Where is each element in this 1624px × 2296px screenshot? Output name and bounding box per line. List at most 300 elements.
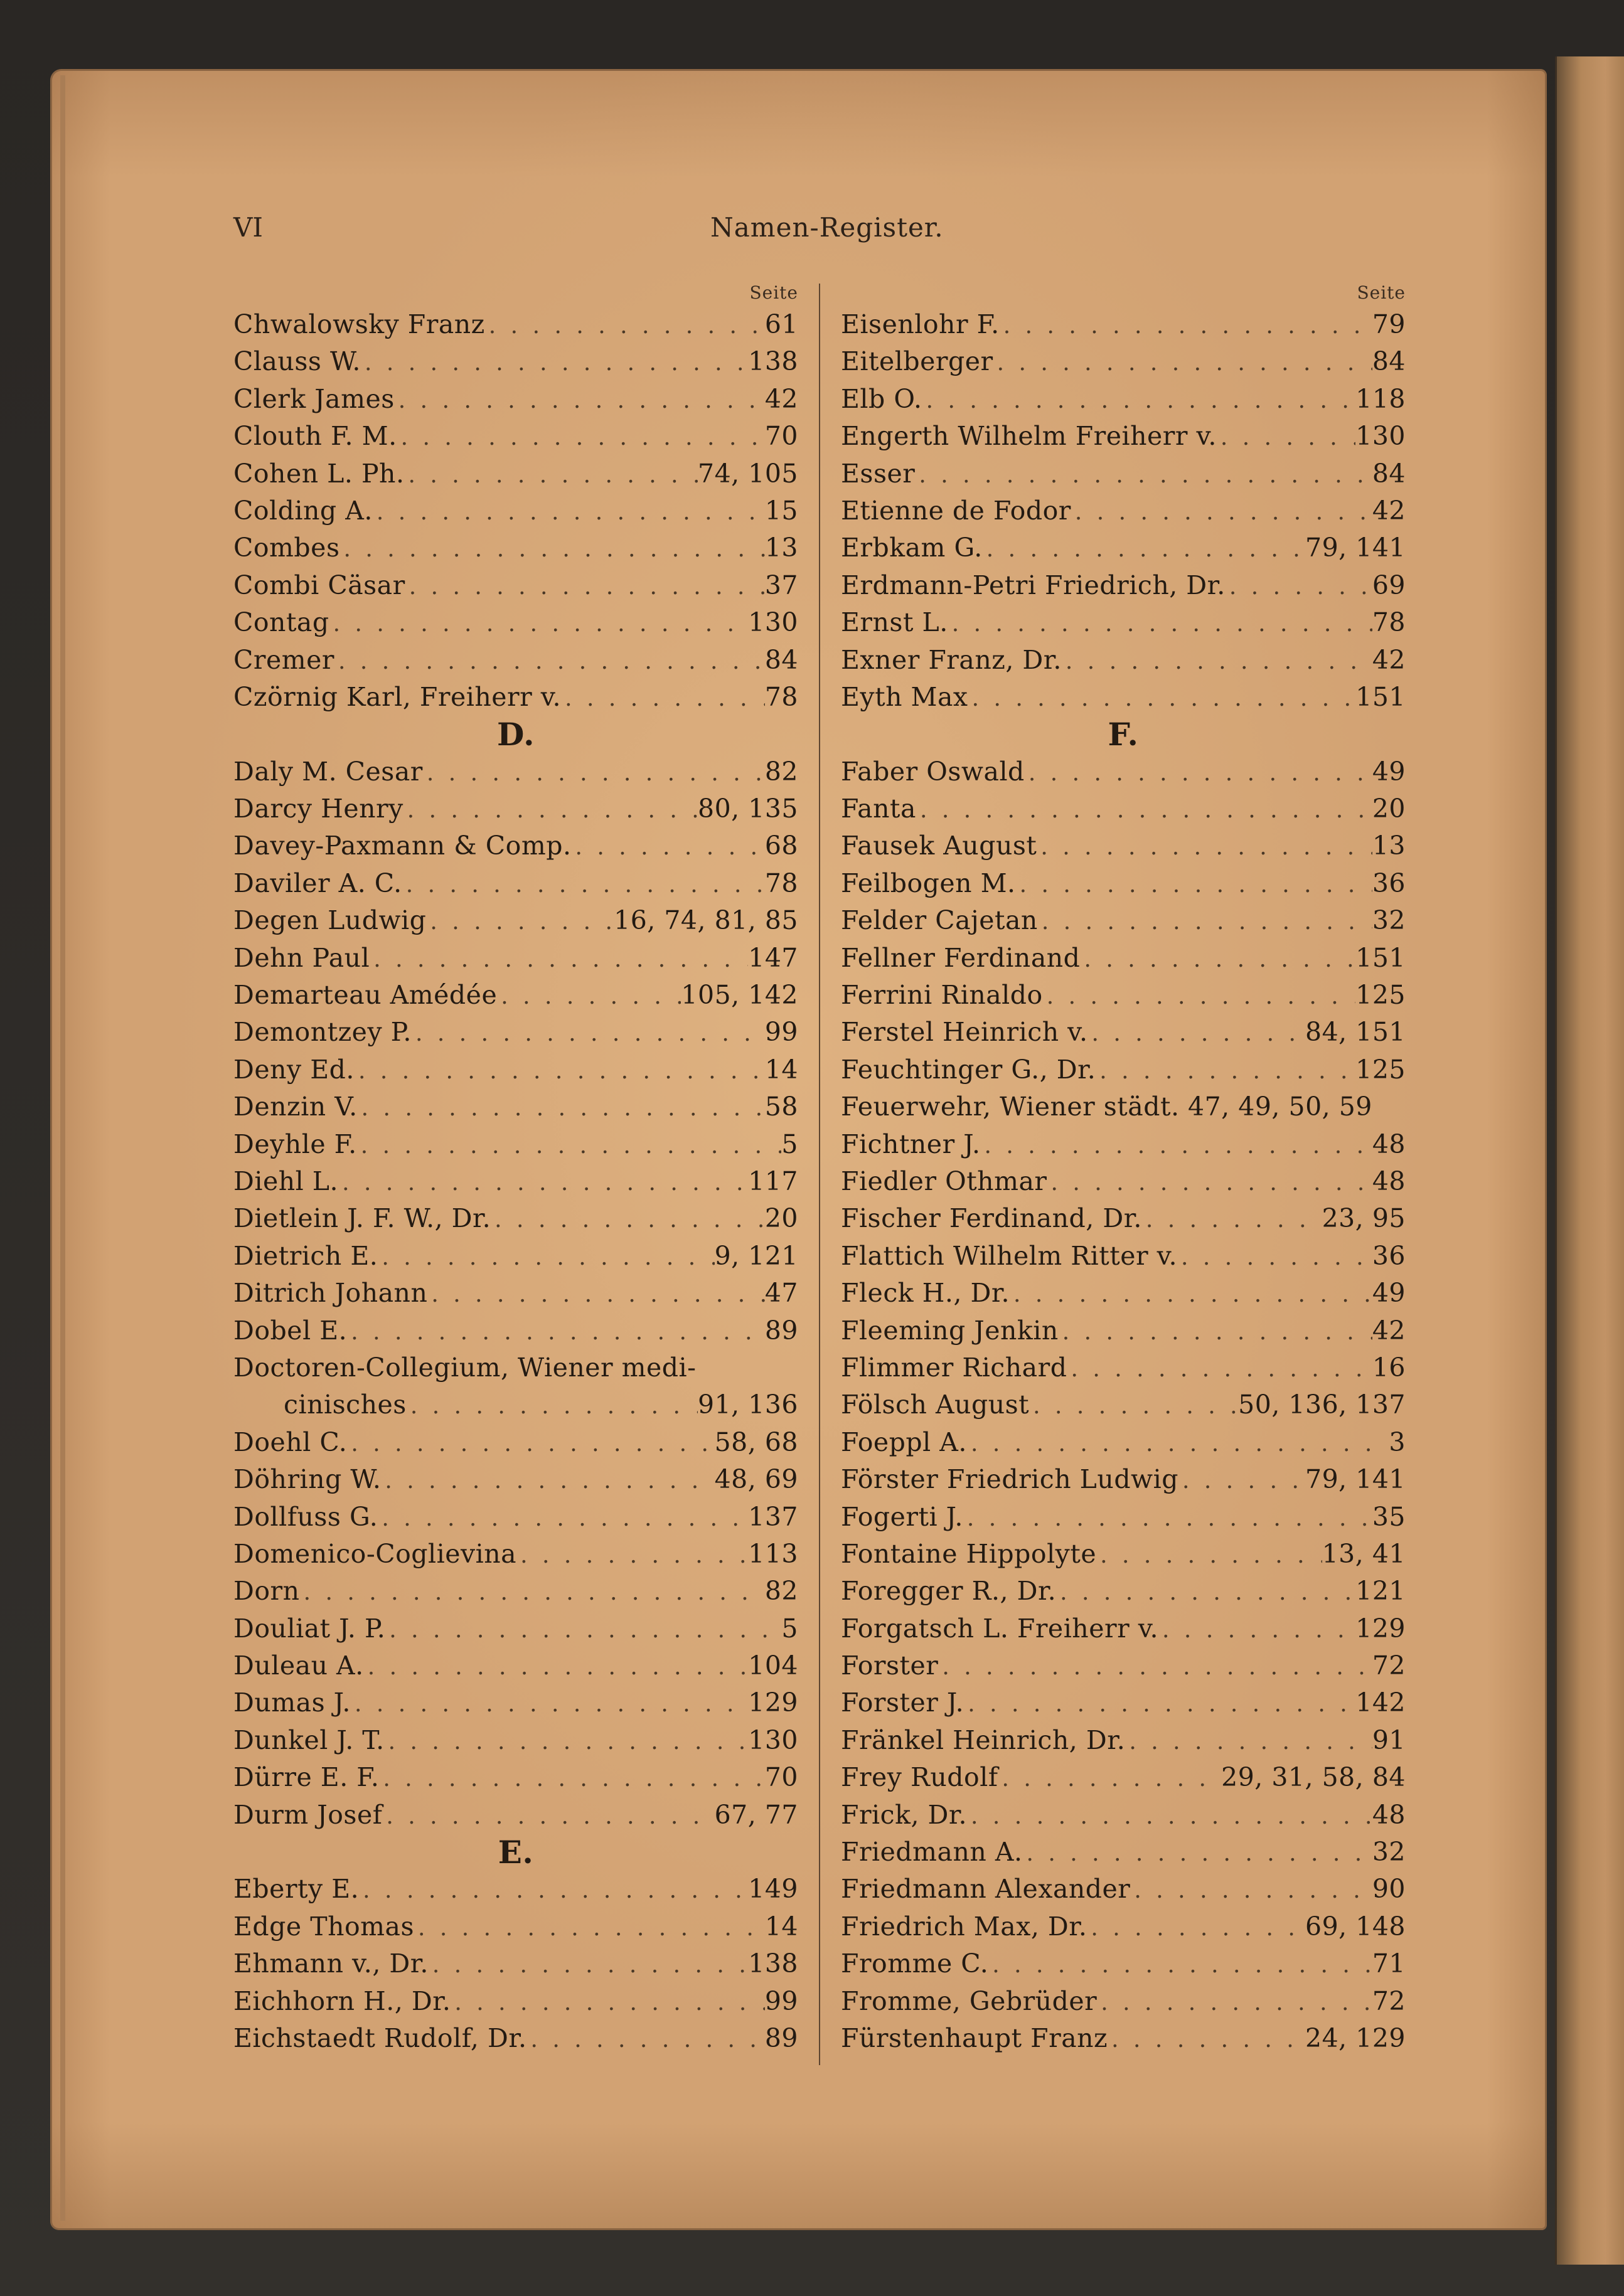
entry-name: Erdmann-Petri Friedrich, Dr. — [841, 570, 1226, 600]
index-entry — [841, 1945, 1406, 1982]
entry-pages: 14 — [764, 1054, 798, 1085]
entry-pages: 84 — [1372, 346, 1406, 377]
index-entry: Doctoren-Collegium, Wiener medi- — [233, 1352, 697, 1383]
entry-name: Fromme C. — [841, 1948, 989, 1979]
dot-leader — [300, 1574, 765, 1611]
entry-pages: 23, 95 — [1322, 1203, 1406, 1234]
entry-pages: 117 — [748, 1166, 798, 1196]
entry-pages: 142 — [1355, 1687, 1406, 1718]
entry-name: Ferstel Heinrich v. — [841, 1017, 1088, 1048]
dot-leader — [561, 680, 765, 717]
index-entry — [233, 1126, 798, 1163]
index-entry — [233, 902, 798, 939]
index-entry — [233, 1983, 798, 2020]
index-entry — [841, 902, 1406, 939]
entry-name: Fleck H., Dr. — [841, 1278, 1010, 1309]
entry-name: Clouth F. M. — [233, 421, 397, 452]
index-entry — [233, 1684, 798, 1721]
dot-leader — [364, 1649, 749, 1686]
entry-name: Daviler A. C. — [233, 868, 402, 898]
entry-name: Ernst L. — [841, 607, 948, 638]
index-entry — [841, 1461, 1406, 1498]
entry-name: Dollfuss G. — [233, 1501, 378, 1532]
index-entry — [233, 1275, 798, 1312]
entry-pages: 70 — [764, 1762, 798, 1793]
index-entry — [233, 529, 798, 566]
entry-pages: 32 — [1372, 1837, 1406, 1868]
entry-name: Flimmer Richard — [841, 1352, 1067, 1383]
entry-name: Elb O. — [841, 383, 922, 414]
dot-leader — [355, 1053, 765, 1090]
entry-pages: 78 — [764, 681, 798, 712]
dot-leader — [916, 792, 1372, 829]
index-entry — [233, 492, 798, 529]
dot-leader — [497, 978, 681, 1015]
index-entry — [233, 1312, 798, 1349]
entry-name: Esser — [841, 458, 916, 489]
entry-name: Forgatsch L. Freiherr v. — [841, 1613, 1159, 1644]
index-entry — [841, 306, 1406, 343]
index-entry — [233, 1908, 798, 1945]
entry-pages: 14 — [764, 1911, 798, 1942]
entry-name: Dürre E. F. — [233, 1762, 380, 1793]
entry-name: Denzin V. — [233, 1092, 358, 1122]
index-entry — [841, 827, 1406, 864]
dot-leader — [1071, 494, 1372, 531]
dot-leader — [1130, 1872, 1372, 1909]
entry-pages: 125 — [1355, 1054, 1406, 1085]
dot-leader — [993, 344, 1372, 381]
entry-name: Fanta — [841, 794, 916, 824]
dot-leader — [1043, 978, 1356, 1015]
dot-leader — [1000, 307, 1372, 344]
entry-name: Eitelberger — [841, 346, 993, 377]
entry-name: Dietlein J. F. W., Dr. — [233, 1203, 491, 1234]
page-title: Namen-Register. — [710, 212, 944, 243]
dot-leader — [373, 494, 765, 531]
entry-name: Darcy Henry — [233, 794, 403, 824]
entry-pages: 13 — [1372, 831, 1406, 861]
dot-leader — [1047, 1164, 1372, 1201]
entry-pages: 130 — [748, 1725, 798, 1755]
dot-leader — [1177, 1239, 1372, 1276]
index-entry — [233, 940, 798, 977]
entry-name: Durm Josef — [233, 1799, 383, 1830]
entry-pages: 36 — [1372, 1240, 1406, 1271]
entry-name: Combes — [233, 533, 340, 563]
entry-pages: 35 — [1372, 1501, 1406, 1532]
entry-pages: 113 — [748, 1538, 798, 1569]
page-binding-edge — [60, 75, 65, 2221]
entry-pages: 36 — [1372, 868, 1406, 898]
index-entry — [233, 977, 798, 1014]
dot-leader — [339, 531, 764, 568]
entry-pages: 72 — [1372, 1985, 1406, 2016]
index-entry — [233, 1647, 798, 1684]
dot-leader — [948, 605, 1372, 642]
entry-pages: 78 — [764, 868, 798, 898]
dot-leader — [358, 1090, 765, 1127]
entry-name: Ferrini Rinaldo — [841, 980, 1043, 1011]
entry-pages: 118 — [1355, 383, 1406, 414]
entry-pages: 90 — [1372, 1874, 1406, 1905]
entry-pages: 9, 121 — [714, 1240, 798, 1271]
dot-leader — [451, 1984, 764, 2021]
entry-name: Clerk James — [233, 383, 395, 414]
index-entry — [841, 1163, 1406, 1200]
index-entry — [233, 567, 798, 604]
index-entry — [841, 1684, 1406, 1721]
entry-name: Daly M. Cesar — [233, 756, 423, 787]
index-entry — [841, 1722, 1406, 1759]
entry-name: Diehl L. — [233, 1166, 339, 1196]
index-entry — [841, 1536, 1406, 1573]
entry-pages: 16 — [1372, 1352, 1406, 1383]
dot-leader — [403, 792, 698, 829]
dot-leader — [1125, 1723, 1372, 1760]
dot-leader — [334, 643, 765, 680]
dot-leader — [426, 903, 614, 940]
entry-pages: 29, 31, 58, 84 — [1221, 1762, 1406, 1793]
index-entry — [233, 865, 798, 902]
entry-name: Feilbogen M. — [841, 868, 1016, 898]
adjacent-page-edge — [1555, 56, 1624, 2265]
column-divider — [819, 284, 820, 2065]
index-entry — [233, 1461, 798, 1498]
index-entry-continuation — [233, 1386, 798, 1423]
dot-leader — [1037, 829, 1372, 866]
entry-name: Friedmann A. — [841, 1837, 1023, 1868]
dot-leader — [407, 1388, 698, 1425]
entry-pages: 149 — [748, 1874, 798, 1905]
dot-leader — [1226, 568, 1372, 605]
index-entry — [233, 1945, 798, 1982]
entry-pages: 72 — [1372, 1650, 1406, 1681]
entry-pages: 37 — [764, 570, 798, 600]
entry-name: cinisches — [284, 1390, 407, 1420]
entry-pages: 69 — [1372, 570, 1406, 600]
entry-pages: 91 — [1372, 1725, 1406, 1755]
entry-pages: 99 — [764, 1017, 798, 1048]
entry-name: Frey Rudolf — [841, 1762, 998, 1793]
dot-leader — [378, 1239, 714, 1276]
index-entry — [841, 642, 1406, 679]
dot-leader — [402, 866, 765, 903]
dot-leader — [351, 1686, 748, 1723]
entry-name: Clauss W. — [233, 346, 361, 377]
entry-name: Eichstaedt Rudolf, Dr. — [233, 2022, 527, 2053]
entry-name: Combi Cäsar — [233, 570, 405, 600]
index-entry — [841, 1386, 1406, 1423]
dot-leader — [427, 1276, 764, 1313]
dot-leader — [963, 1500, 1372, 1537]
dot-leader — [359, 1872, 748, 1909]
entry-name: Feuchtinger G., Dr. — [841, 1054, 1096, 1085]
index-entry — [233, 1797, 798, 1834]
entry-pages: 5 — [781, 1129, 798, 1159]
dot-leader — [1096, 1537, 1322, 1574]
dot-leader — [1142, 1201, 1322, 1238]
entry-pages: 49 — [1372, 756, 1406, 787]
dot-leader — [405, 568, 765, 605]
index-entry — [233, 1759, 798, 1796]
entry-name: Flattich Wilhelm Ritter v. — [841, 1240, 1177, 1271]
index-entry — [233, 343, 798, 380]
index-entry — [841, 1908, 1406, 1945]
dot-leader — [1087, 1910, 1305, 1947]
entry-pages: 79, 141 — [1305, 1464, 1406, 1495]
index-entry — [233, 1088, 798, 1125]
entry-name: Fürstenhaupt Franz — [841, 2022, 1108, 2053]
dot-leader — [988, 1947, 1372, 1984]
index-column-left — [233, 282, 798, 2057]
entry-pages: 104 — [748, 1650, 798, 1681]
entry-pages: 42 — [1372, 644, 1406, 675]
entry-name: Faber Oswald — [841, 756, 1025, 787]
index-entry — [233, 1014, 798, 1051]
entry-pages: 138 — [748, 1948, 798, 1979]
entry-name: Ehmann v., Dr. — [233, 1948, 429, 1979]
entry-pages: 91, 136 — [698, 1390, 798, 1420]
entry-name: Ditrich Johann — [233, 1278, 428, 1309]
entry-name: Friedrich Max, Dr. — [841, 1911, 1087, 1942]
index-entry — [233, 1536, 798, 1573]
entry-name: Dietrich E. — [233, 1240, 378, 1271]
dot-leader — [1096, 1053, 1355, 1090]
entry-name: Förster Friedrich Ludwig — [841, 1464, 1179, 1495]
entry-name: Fellner Ferdinand — [841, 942, 1081, 973]
dot-leader — [1158, 1612, 1355, 1649]
dot-leader — [379, 1760, 764, 1797]
entry-name: Fichtner J. — [841, 1129, 981, 1159]
index-entry — [233, 1722, 798, 1759]
index-entry — [841, 1200, 1406, 1237]
entry-pages: 58, 68 — [714, 1427, 798, 1457]
index-entry — [841, 1797, 1406, 1834]
dot-leader — [485, 307, 765, 344]
entry-name: Friedmann Alexander — [841, 1874, 1131, 1905]
index-entry — [233, 1238, 798, 1275]
entry-name: Dobel E. — [233, 1315, 348, 1346]
dot-leader — [347, 1425, 714, 1462]
entry-pages: 42 — [764, 383, 798, 414]
index-entry — [841, 604, 1406, 641]
index-entry — [233, 381, 798, 418]
entry-pages: 61 — [764, 309, 798, 339]
dot-leader — [385, 1723, 749, 1760]
entry-name: Deyhle F. — [233, 1129, 357, 1159]
entry-pages: 105, 142 — [681, 980, 798, 1011]
dot-leader — [412, 1015, 765, 1052]
entry-name: Eyth Max — [841, 681, 968, 712]
entry-pages: 82 — [764, 756, 798, 787]
index-entry — [233, 1163, 798, 1200]
section-heading: E. — [498, 1834, 534, 1871]
index-entry — [233, 1051, 798, 1088]
seite-label: Seite — [1357, 282, 1406, 303]
dot-leader — [1108, 2021, 1305, 2058]
entry-pages: 121 — [1355, 1576, 1406, 1607]
entry-name: Fontaine Hippolyte — [841, 1538, 1097, 1569]
entry-name: Deny Ed. — [233, 1054, 355, 1085]
seite-label: Seite — [749, 282, 798, 303]
index-column-right — [841, 282, 1406, 2057]
entry-pages: 129 — [1355, 1613, 1406, 1644]
dot-leader — [968, 680, 1356, 717]
index-entry — [233, 679, 798, 716]
dot-leader — [922, 382, 1356, 419]
entry-pages: 42 — [1372, 1315, 1406, 1346]
entry-name: Forster — [841, 1650, 939, 1681]
index-entry — [841, 977, 1406, 1014]
index-entry — [841, 1759, 1406, 1796]
entry-name: Eichhorn H., Dr. — [233, 1985, 451, 2016]
dot-leader — [1217, 419, 1355, 456]
index-entry — [841, 865, 1406, 902]
entry-pages: 138 — [748, 346, 798, 377]
dot-leader — [1178, 1462, 1305, 1499]
entry-pages: 48 — [1372, 1129, 1406, 1159]
entry-name: Engerth Wilhelm Freiherr v. — [841, 421, 1217, 452]
dot-leader — [397, 419, 765, 456]
entry-name: Degen Ludwig — [233, 905, 427, 936]
index-entry — [841, 679, 1406, 716]
entry-pages: 79, 141 — [1305, 533, 1406, 563]
index-entry — [841, 1051, 1406, 1088]
entry-name: Fromme, Gebrüder — [841, 1985, 1098, 2016]
dot-leader — [414, 1910, 765, 1947]
dot-leader — [329, 605, 749, 642]
entry-name: Czörnig Karl, Freiherr v. — [233, 681, 562, 712]
dot-leader — [423, 755, 765, 792]
entry-pages: 42 — [1372, 495, 1406, 526]
entry-pages: 68 — [764, 831, 798, 861]
entry-pages: 129 — [748, 1687, 798, 1718]
index-entry: Feuerwehr, Wiener städt. 47, 49, 50, 59 — [841, 1092, 1372, 1122]
dot-leader — [381, 1462, 714, 1499]
entry-name: Fölsch August — [841, 1390, 1030, 1420]
entry-pages: 48, 69 — [714, 1464, 798, 1495]
entry-pages: 5 — [781, 1613, 798, 1644]
index-entry — [841, 455, 1406, 492]
entry-pages: 71 — [1372, 1948, 1406, 1979]
dot-leader — [378, 1500, 748, 1537]
index-entry — [841, 1871, 1406, 1908]
index-entry — [233, 1610, 798, 1647]
entry-pages: 48 — [1372, 1799, 1406, 1830]
dot-leader — [370, 941, 748, 978]
index-entry — [841, 1499, 1406, 1536]
entry-pages: 130 — [748, 607, 798, 638]
entry-pages: 84 — [764, 644, 798, 675]
section-heading: D. — [497, 716, 535, 753]
entry-name: Dehn Paul — [233, 942, 370, 973]
index-entry — [841, 567, 1406, 604]
entry-name: Cremer — [233, 644, 334, 675]
index-entry — [841, 2020, 1406, 2057]
dot-leader — [527, 2021, 765, 2058]
index-entry — [841, 753, 1406, 790]
dot-leader — [516, 1537, 748, 1574]
index-entry — [841, 1424, 1406, 1461]
entry-name: Dorn — [233, 1576, 300, 1607]
dot-leader — [983, 531, 1305, 568]
index-entry — [841, 1610, 1406, 1647]
entry-pages: 20 — [764, 1203, 798, 1234]
dot-leader — [382, 1798, 714, 1835]
entry-pages: 70 — [764, 421, 798, 452]
dot-leader — [361, 344, 748, 381]
entry-name: Exner Franz, Dr. — [841, 644, 1062, 675]
index-entry — [233, 455, 798, 492]
entry-name: Fränkel Heinrich, Dr. — [841, 1725, 1126, 1755]
dot-leader — [338, 1164, 748, 1201]
entry-name: Dunkel J. T. — [233, 1725, 385, 1755]
index-entry — [841, 1349, 1406, 1386]
entry-pages: 16, 74, 81, 85 — [614, 905, 798, 936]
entry-pages: 99 — [764, 1985, 798, 2016]
page-header — [233, 212, 1394, 250]
entry-name: Foeppl A. — [841, 1427, 967, 1457]
entry-name: Fiedler Othmar — [841, 1166, 1047, 1196]
entry-pages: 151 — [1355, 681, 1406, 712]
entry-pages: 84, 151 — [1305, 1017, 1406, 1048]
entry-name: Fogerti J. — [841, 1501, 963, 1532]
dot-leader — [347, 1314, 765, 1351]
index-entry — [233, 1871, 798, 1908]
entry-pages: 89 — [764, 1315, 798, 1346]
entry-pages: 24, 129 — [1305, 2022, 1406, 2053]
index-entry — [841, 1126, 1406, 1163]
dot-leader — [967, 1798, 1372, 1835]
index-entry — [841, 1312, 1406, 1349]
dot-leader — [1038, 903, 1372, 940]
entry-name: Erbkam G. — [841, 533, 983, 563]
section-heading: F. — [1108, 716, 1139, 753]
dot-leader — [964, 1686, 1355, 1723]
entry-name: Etienne de Fodor — [841, 495, 1071, 526]
index-entry — [841, 418, 1406, 455]
index-entry — [841, 343, 1406, 380]
index-entry — [841, 492, 1406, 529]
entry-pages: 125 — [1355, 980, 1406, 1011]
page-number: VI — [233, 212, 263, 243]
entry-pages: 69, 148 — [1305, 1911, 1406, 1942]
entry-name: Cohen L. Ph. — [233, 458, 405, 489]
dot-leader — [404, 457, 698, 494]
entry-name: Edge Thomas — [233, 1911, 415, 1942]
entry-name: Dumas J. — [233, 1687, 351, 1718]
dot-leader — [385, 1612, 781, 1649]
entry-pages: 84 — [1372, 458, 1406, 489]
entry-pages: 80, 135 — [698, 794, 798, 824]
entry-pages: 137 — [748, 1501, 798, 1532]
index-entry — [841, 1983, 1406, 2020]
entry-pages: 48 — [1372, 1166, 1406, 1196]
entry-pages: 50, 136, 137 — [1238, 1390, 1406, 1420]
entry-name: Fausek August — [841, 831, 1037, 861]
entry-name: Demarteau Amédée — [233, 980, 498, 1011]
entry-pages: 15 — [764, 495, 798, 526]
index-entry — [233, 1573, 798, 1610]
dot-leader — [1097, 1984, 1372, 2021]
dot-leader — [1029, 1388, 1238, 1425]
entry-pages: 58 — [764, 1092, 798, 1122]
dot-leader — [571, 829, 764, 866]
index-entry — [841, 1275, 1406, 1312]
entry-pages: 20 — [1372, 794, 1406, 824]
entry-pages: 79 — [1372, 309, 1406, 339]
